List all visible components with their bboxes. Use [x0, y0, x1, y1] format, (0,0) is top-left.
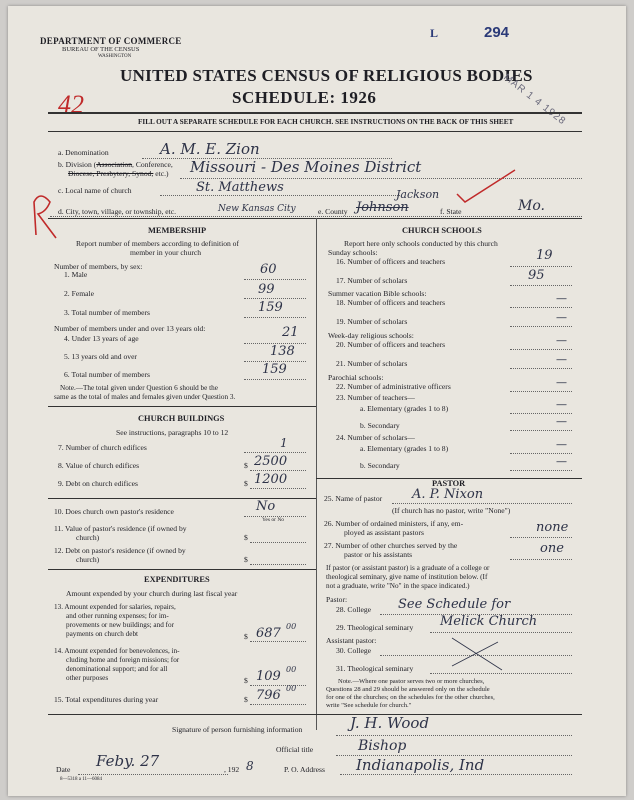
file-prefix: L	[430, 26, 439, 40]
q10-value: No	[256, 499, 276, 514]
q15-label: 15. Total expenditures during year	[54, 695, 159, 704]
assistant-sub-label: Assistant pastor:	[326, 636, 377, 645]
q7-label: 7. Number of church edifices	[58, 443, 147, 452]
q27-line	[510, 559, 572, 560]
q9-line	[250, 488, 306, 489]
signature-line	[336, 735, 572, 736]
column-divider	[316, 218, 317, 730]
q31-line	[430, 673, 572, 674]
schools-heading: CHURCH SCHOOLS	[402, 226, 482, 235]
department-label: DEPARTMENT OF COMMERCE	[40, 36, 182, 46]
date-label: Date	[56, 765, 71, 774]
q15-dollar: $	[244, 695, 248, 704]
membership-sub2: member in your church	[130, 248, 202, 257]
q14-dollar: $	[244, 676, 248, 685]
q23b-label: b. Secondary	[360, 421, 400, 430]
membership-rule	[48, 406, 316, 407]
city-town-label: d. City, town, village, or township, etc.	[58, 207, 177, 216]
church-name-label: c. Local name of church	[58, 186, 132, 195]
q24a-label: a. Elementary (grades 1 to 8)	[360, 444, 449, 453]
q1-label: 1. Male	[64, 270, 88, 279]
q22-line	[510, 391, 572, 392]
po-address-label: P. O. Address	[284, 765, 325, 774]
q23b-line	[510, 430, 572, 431]
church-name-line	[160, 195, 400, 196]
q29-line	[430, 632, 572, 633]
received-date-stamp: MAR 1 4 1928	[501, 72, 568, 128]
division-value: Missouri - Des Moines District	[190, 158, 422, 176]
q2-label: 2. Female	[64, 289, 94, 298]
q26-label-2: ployed as assistant pastors	[344, 528, 424, 537]
id-line	[50, 216, 582, 217]
q13-cents: 00	[286, 622, 297, 631]
q8-label: 8. Value of church edifices	[58, 461, 140, 470]
year-prefix: , 192	[224, 765, 240, 774]
q13-label: 13. Amount expended for salaries, repairs, and other running expenses; for im- provements or new buildings; and for payments on church debt	[54, 603, 176, 638]
summer-label: Summer vacation Bible schools:	[328, 289, 427, 298]
q26-label: 26. Number of ordained ministers, if any, em-	[324, 519, 464, 528]
denomination-value: A. M. E. Zion	[160, 140, 260, 158]
bureau-label: BUREAU OF THE CENSUS	[62, 46, 140, 53]
buildings-heading: CHURCH BUILDINGS	[138, 414, 225, 423]
sunday-label: Sunday schools:	[328, 248, 378, 257]
q11-dollar: $	[244, 533, 248, 542]
q10-hint: Yes or No	[262, 517, 285, 523]
q6-value: 159	[262, 362, 287, 377]
q2-line	[244, 298, 306, 299]
q9-value: 1200	[254, 472, 288, 487]
membership-heading: MEMBERSHIP	[148, 226, 207, 235]
q29-value: Melick Church	[440, 614, 538, 629]
q18-label: 18. Number of officers and teachers	[336, 298, 446, 307]
date-value: Feby. 27	[96, 752, 160, 770]
q20-label: 20. Number of officers and teachers	[336, 340, 446, 349]
date-line	[78, 774, 228, 775]
q8-dollar: $	[244, 461, 248, 470]
q21-line	[510, 368, 572, 369]
q20-line	[510, 349, 572, 350]
church-name-value: St. Matthews	[196, 180, 284, 195]
q17-label: 17. Number of scholars	[336, 276, 408, 285]
q5-label: 5. 13 years old and over	[64, 352, 137, 361]
signature-label: Signature of person furnishing information	[172, 725, 303, 734]
q13-value: 687	[256, 626, 281, 641]
state-label: f. State	[440, 207, 462, 216]
q3-value: 159	[258, 300, 283, 315]
buildings-sub: See instructions, paragraphs 10 to 12	[116, 428, 229, 437]
q23-label: 23. Number of teachers—	[336, 393, 415, 402]
q7-value: 1	[280, 436, 288, 450]
denomination-label: a. Denomination	[58, 148, 109, 157]
section-rule	[48, 218, 582, 219]
q8-value: 2500	[254, 454, 288, 469]
schools-sub: Report here only schools conducted by this church	[344, 239, 498, 248]
city-town-value: New Kansas City	[218, 204, 296, 214]
pastor-heading: PASTOR	[432, 479, 466, 488]
q19-label: 19. Number of scholars	[336, 317, 408, 326]
q2-value: 99	[258, 282, 275, 297]
county-correction: Jackson	[396, 188, 440, 201]
q14-cents: 00	[286, 665, 297, 674]
red-tick-icon	[455, 168, 545, 208]
division-label-2: Diocese, Presbytery, Synod, etc.)	[68, 169, 169, 178]
parochial-label: Parochial schools:	[328, 373, 384, 382]
footer-rule	[48, 714, 582, 715]
q25-value: A. P. Nixon	[412, 487, 484, 502]
header-rule	[48, 112, 582, 114]
year-digit: 8	[246, 759, 254, 773]
q25-hint: (If church has no pastor, write "None")	[392, 506, 511, 515]
official-title-label: Official title	[276, 745, 314, 754]
q27-label-2: pastor or his assistants	[344, 550, 413, 559]
q24b-label: b. Secondary	[360, 461, 400, 470]
q15-cents: 00	[286, 684, 297, 693]
q28-label: 28. College	[336, 605, 372, 614]
by-sex-label: Number of members, by sex:	[54, 262, 143, 271]
q21-label: 21. Number of scholars	[336, 359, 408, 368]
header-rule-2	[48, 131, 582, 132]
q24b-value: —	[556, 455, 567, 468]
q12-line	[250, 564, 306, 565]
q28-value: See Schedule for	[398, 597, 511, 612]
pastor-note: Note.—Where one pastor serves two or more churches, Questions 28 and 29 should be answered only on the schedule for one of the churches; on the schedules for the other churches, write "See schedule for church."	[326, 678, 495, 709]
q26-value: none	[536, 520, 569, 535]
q14-label: 14. Amount expended for benevolences, in- cluding home and foreign missions; for denominational support; and for all other purposes	[54, 647, 180, 682]
q21-value: —	[556, 353, 567, 366]
form-title: UNITED STATES CENSUS OF RELIGIOUS BODIES	[120, 66, 533, 85]
q24a-line	[510, 453, 572, 454]
q27-label: 27. Number of other churches served by the	[324, 541, 458, 550]
q6-line	[244, 379, 306, 380]
q19-line	[510, 326, 572, 327]
q19-value: —	[556, 311, 567, 324]
q9-dollar: $	[244, 479, 248, 488]
q6-label: 6. Total number of members	[64, 370, 151, 379]
file-number: 294	[484, 24, 510, 41]
q5-value: 138	[270, 344, 295, 359]
red-annotation: 42	[58, 90, 84, 119]
schedule-title: SCHEDULE: 1926	[232, 88, 377, 107]
county-value: Johnson	[356, 200, 409, 215]
q30-label: 30. College	[336, 646, 372, 655]
q22-value: —	[556, 376, 567, 389]
q8-line	[250, 470, 306, 471]
q4-value: 21	[282, 325, 299, 340]
q14-line	[250, 685, 306, 686]
membership-note-2: same as the total of males and females given under Question 3.	[54, 393, 236, 401]
county-label: e. County	[318, 207, 348, 216]
q16-line	[510, 266, 572, 267]
q20-value: —	[556, 334, 567, 347]
q23b-value: —	[556, 415, 567, 428]
membership-sub1: Report number of members according to definition of	[76, 239, 240, 248]
q18-value: —	[556, 292, 567, 305]
weekday-label: Week-day religious schools:	[328, 331, 414, 340]
po-address-line	[340, 774, 572, 775]
q16-label: 16. Number of officers and teachers	[336, 257, 446, 266]
q25-label: 25. Name of pastor	[324, 494, 383, 503]
q1-value: 60	[260, 262, 277, 277]
q12-label-2: church)	[76, 555, 100, 564]
q3-label: 3. Total number of members	[64, 308, 151, 317]
q22-label: 22. Number of administrative officers	[336, 382, 451, 391]
membership-note-1: Note.—The total given under Question 6 should be the	[60, 384, 218, 392]
q11-label-2: church)	[76, 533, 100, 542]
q23a-value: —	[556, 398, 567, 411]
q13-dollar: $	[244, 632, 248, 641]
fill-instruction: FILL OUT A SEPARATE SCHEDULE FOR EACH CHURCH. SEE INSTRUCTIONS ON THE BACK OF THIS SHEET	[138, 118, 514, 126]
q9-label: 9. Debt on church edifices	[58, 479, 138, 488]
q18-line	[510, 307, 572, 308]
q24-label: 24. Number of scholars—	[336, 433, 415, 442]
q12-label: 12. Debt on pastor's residence (if owned by	[54, 546, 186, 555]
q25-line	[392, 503, 572, 504]
signature-value: J. H. Wood	[350, 714, 430, 732]
q12-dollar: $	[244, 555, 248, 564]
by-age-label: Number of members under and over 13 years old:	[54, 324, 206, 333]
q16-value: 19	[536, 248, 553, 263]
q13-line	[250, 641, 306, 642]
q11-label: 11. Value of pastor's residence (if owned by	[54, 524, 187, 533]
q3-line	[244, 317, 306, 318]
official-title-value: Bishop	[358, 738, 407, 754]
q31-label: 31. Theological seminary	[336, 664, 414, 673]
q15-value: 796	[256, 688, 281, 703]
q14-value: 109	[256, 669, 281, 684]
expenditures-heading: EXPENDITURES	[144, 575, 210, 584]
q26-line	[510, 537, 572, 538]
buildings-rule	[48, 498, 316, 499]
expenditure-rule-top	[48, 569, 316, 570]
q17-line	[510, 285, 572, 286]
q23a-line	[510, 413, 572, 414]
q4-label: 4. Under 13 years of age	[64, 334, 139, 343]
q11-line	[250, 542, 306, 543]
q15-line	[250, 704, 306, 705]
q27-value: one	[540, 541, 564, 556]
q23a-label: a. Elementary (grades 1 to 8)	[360, 404, 449, 413]
city-label: WASHINGTON	[98, 54, 132, 59]
expenditures-sub: Amount expended by your church during last fiscal year	[66, 589, 238, 598]
q10-label: 10. Does church own pastor's residence	[54, 507, 174, 516]
division-label: b. Division (Association, Conference,	[58, 160, 173, 169]
state-value: Mo.	[518, 198, 545, 214]
q1-line	[244, 279, 306, 280]
q24a-value: —	[556, 438, 567, 451]
red-check-mark-icon	[26, 180, 66, 240]
po-address-value: Indianapolis, Ind	[356, 756, 485, 774]
form-number: 8—5318 a 11—6084	[60, 777, 103, 782]
q7-line	[244, 452, 306, 453]
q17-value: 95	[528, 268, 545, 283]
q24b-line	[510, 470, 572, 471]
cross-out-mark-icon	[448, 636, 508, 672]
q29-label: 29. Theological seminary	[336, 623, 414, 632]
graduate-instruction: If pastor (or assistant pastor) is a graduate of a college or theological seminary, give name of institution below. (If not a graduate, write "No" in the space indicated.)	[326, 564, 490, 590]
pastor-sub-label: Pastor:	[326, 595, 348, 604]
